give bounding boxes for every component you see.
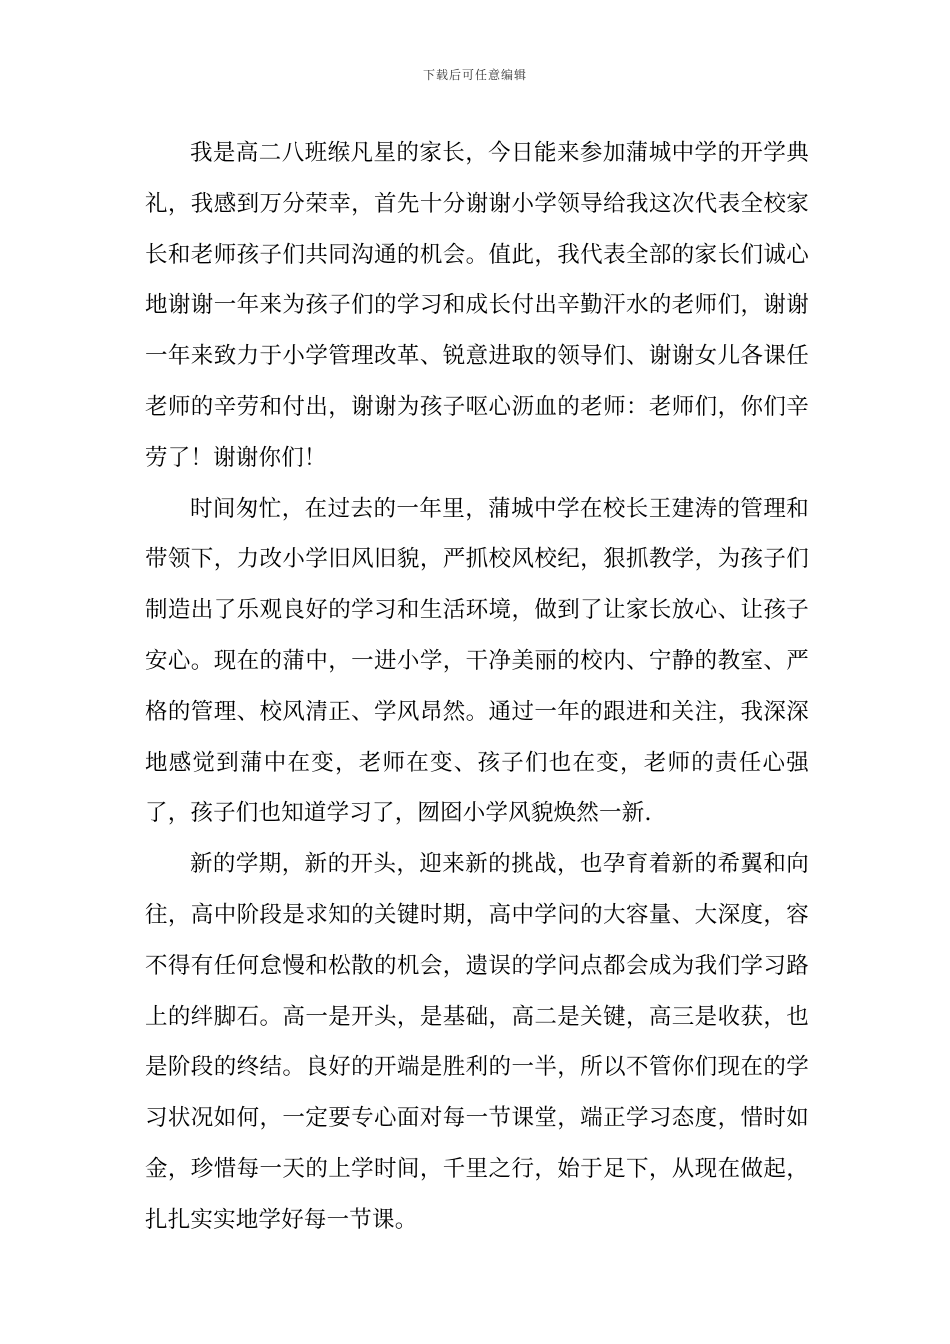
page-header-note: 下载后可任意编辑: [422, 68, 527, 82]
paragraph-3: 新的学期，新的开头，迎来新的挑战，也孕育着新的希翼和向往，高中阶段是求知的关键时期，高中学问的大容量、大深度，容不得有任何怠慢和松散的机会，遗误的学问点都会成为我们学习路上的绊脚石。高一是开头，是基础，高二是关键，高三是收获，也是阶段的终结。良好的开端是胜利的一半，所以不管你们现在的学习状况如何，一定要专心面对每一节课堂，端正学习态度，惜时如金，珍惜每一天的上学时间，千里之行，始于足下，从现在做起，扎扎实实地学好每一节课。: [145, 851, 809, 1233]
document-body: [145, 128, 809, 1246]
paragraph-2: 时间匆忙，在过去的一年里，蒲城中学在校长王建涛的管理和带领下，力改小学旧风旧貌，严抓校风校纪，狠抓教学，为孩子们制造出了乐观良好的学习和生活环境，做到了让家长放心、让孩子安心。现在的蒲中，一进小学，干净美丽的校内、宁静的教室、严格的管理、校风清正、学风昂然。通过一年的跟进和关注，我深深地感觉到蒲中在变，老师在变、孩子们也在变，老师的责任心强了，孩子们也知道学习了，囫囵小学风貌焕然一新.: [145, 495, 809, 827]
paragraph-1: 我是高二八班缑凡星的家长，今日能来参加蒲城中学的开学典礼，我感到万分荣幸，首先十分谢谢小学领导给我这次代表全校家长和老师孩子们共同沟通的机会。值此，我代表全部的家长们诚心地谢谢一年来为孩子们的学习和成长付出辛勤汗水的老师们，谢谢一年来致力于小学管理改革、锐意进取的领导们、谢谢女儿各课任老师的辛劳和付出，谢谢为孩子呕心沥血的老师：老师们，你们辛劳了！谢谢你们！: [145, 140, 809, 471]
